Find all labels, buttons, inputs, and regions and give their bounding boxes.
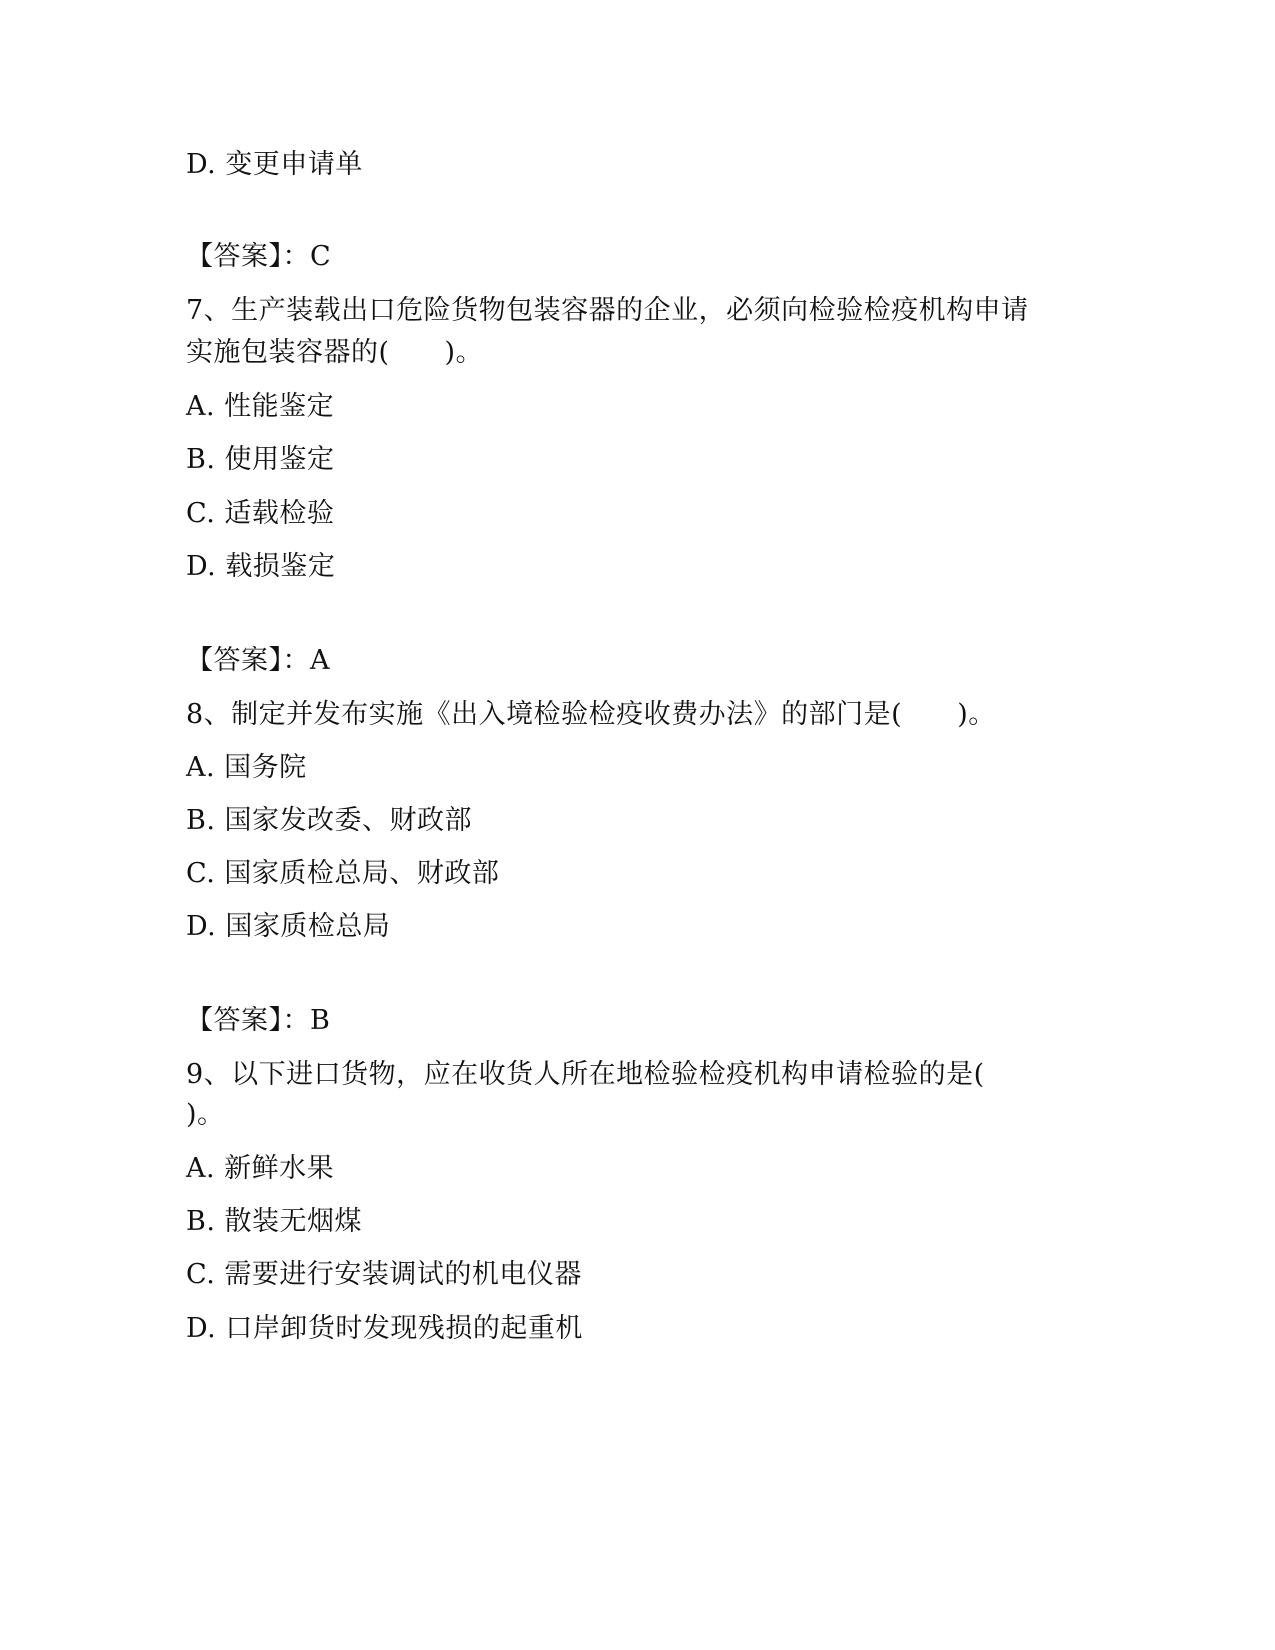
q7-option-a: A. 性能鉴定 (186, 391, 335, 422)
q7-option-b: B. 使用鉴定 (186, 444, 335, 475)
q8-stem-line1: 8、制定并发布实施《出入境检验检疫收费办法》的部门是( )。 (186, 699, 996, 730)
q9-option-c: C. 需要进行安装调试的机电仪器 (186, 1259, 582, 1290)
q6-option-d: D. 变更申请单 (186, 149, 363, 180)
q9-option-b: B. 散装无烟煤 (186, 1206, 363, 1237)
q6-answer: 【答案】：C (186, 241, 332, 272)
q7-option-d: D. 载损鉴定 (186, 551, 336, 582)
q7-stem-line2: 实施包装容器的( )。 (186, 337, 484, 368)
q9-stem-line1: 9、以下进口货物，应在收货人所在地检验检疫机构申请检验的是( (186, 1059, 985, 1090)
q8-option-b: B. 国家发改委、财政部 (186, 805, 473, 836)
q9-option-d: D. 口岸卸货时发现残损的起重机 (186, 1313, 583, 1344)
q8-answer: 【答案】：B (186, 1005, 331, 1036)
q7-option-c: C. 适载检验 (186, 498, 335, 529)
q8-option-c: C. 国家质检总局、财政部 (186, 858, 500, 889)
q7-stem-line1: 7、生产装载出口危险货物包装容器的企业，必须向检验检疫机构申请 (186, 295, 1029, 326)
q8-option-a: A. 国务院 (186, 752, 307, 783)
q9-stem-line2: )。 (186, 1099, 225, 1130)
q7-answer: 【答案】：A (186, 645, 330, 676)
q9-option-a: A. 新鲜水果 (186, 1153, 335, 1184)
q8-option-d: D. 国家质检总局 (186, 911, 391, 942)
